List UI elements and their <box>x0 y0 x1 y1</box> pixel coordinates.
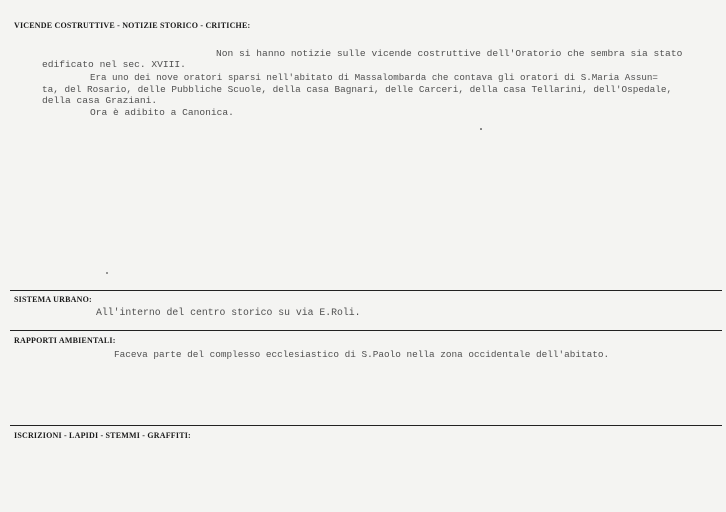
section-label-vicende: VICENDE COSTRUTTIVE - NOTIZIE STORICO - CRITICHE: <box>14 21 251 30</box>
vicende-line-6: Ora è adibito a Canonica. <box>90 107 234 118</box>
vicende-line-2: edificato nel sec. XVIII. <box>42 59 186 70</box>
vicende-line-3: Era uno dei nove oratori sparsi nell'abitato di Massalombarda che contava gli oratori di S.Maria Assun= <box>90 72 658 83</box>
section-divider <box>10 290 722 291</box>
rapporti-ambientali-text: Faceva parte del complesso ecclesiastico di S.Paolo nella zona occidentale dell'abitato. <box>114 349 610 360</box>
vicende-line-4: ta, del Rosario, delle Pubbliche Scuole, della casa Bagnari, delle Carceri, della casa Tellarini, dell'Ospedale, <box>42 84 673 95</box>
section-divider <box>10 330 722 331</box>
vicende-line-5: della casa Graziani. <box>42 95 158 106</box>
section-label-rapporti-ambientali: RAPPORTI AMBIENTALI: <box>14 336 116 345</box>
section-divider <box>10 425 722 426</box>
section-label-iscrizioni: ISCRIZIONI - LAPIDI - STEMMI - GRAFFITI: <box>14 431 191 440</box>
ink-speck <box>480 128 482 130</box>
section-label-sistema-urbano: SISTEMA URBANO: <box>14 295 92 304</box>
vicende-line-1: Non si hanno notizie sulle vicende costruttive dell'Oratorio che sembra sia stato <box>216 48 683 59</box>
sistema-urbano-text: All'interno del centro storico su via E.Roli. <box>96 307 361 318</box>
ink-speck <box>106 272 108 274</box>
